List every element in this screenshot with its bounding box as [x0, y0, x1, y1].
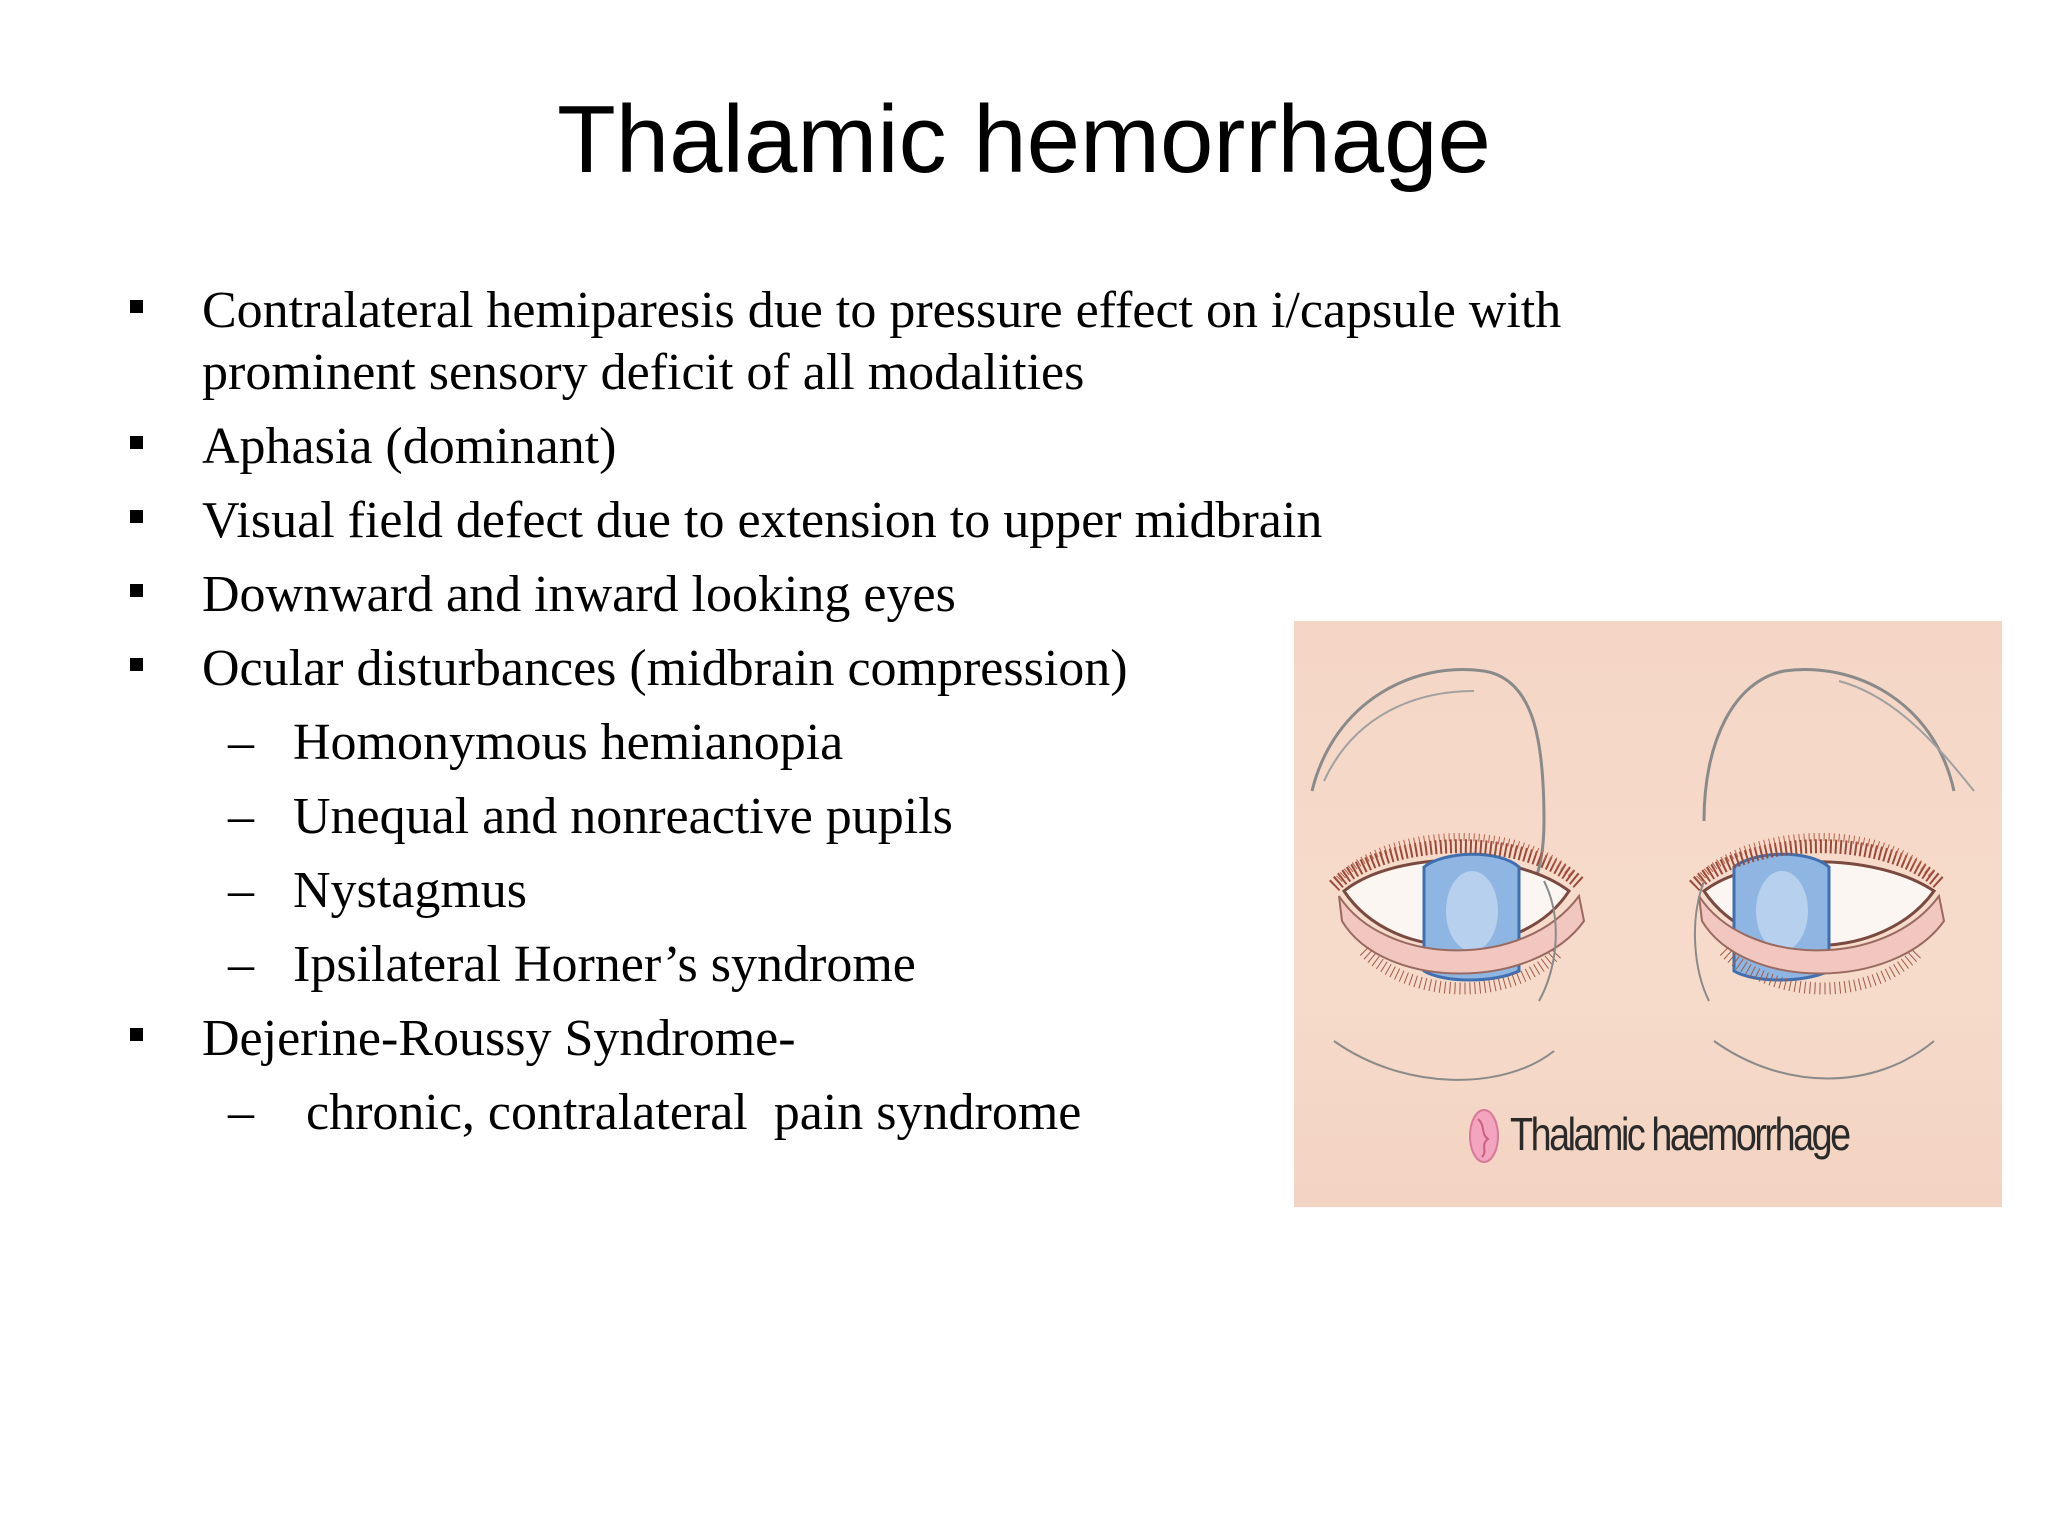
- bullet-item: [120, 490, 1760, 552]
- slide-title: Thalamic hemorrhage: [557, 86, 1491, 193]
- right-eye: [1694, 670, 1974, 1079]
- sub-bullet-text: Unequal and nonreactive pupils: [293, 788, 953, 845]
- dash-marker: –: [228, 788, 254, 845]
- bullet-text: Aphasia (dominant): [202, 418, 617, 475]
- square-bullet-icon: [130, 510, 143, 523]
- dash-marker: –: [228, 862, 254, 919]
- dash-marker: –: [228, 936, 254, 993]
- dash-marker: –: [228, 1084, 254, 1141]
- left-eye: [1312, 670, 1584, 1080]
- sub-bullet-text: chronic, contralateral pain syndrome: [293, 1084, 1082, 1141]
- square-bullet-icon: [130, 658, 143, 671]
- bullet-item: [120, 416, 1760, 478]
- dash-marker: –: [228, 714, 254, 771]
- brain-icon: [1470, 1110, 1498, 1162]
- figure-caption: Thalamic haemorrhage: [1510, 1108, 1849, 1160]
- bullet-item: [120, 564, 1760, 626]
- bullet-text: Dejerine-Roussy Syndrome-: [202, 1010, 796, 1067]
- bullet-text: Downward and inward looking eyes: [202, 566, 956, 623]
- square-bullet-icon: [130, 436, 143, 449]
- bullet-text: Visual field defect due to extension to upper midbrain: [202, 492, 1323, 549]
- sub-bullet-text: Ipsilateral Horner’s syndrome: [293, 936, 916, 993]
- square-bullet-icon: [130, 1028, 143, 1041]
- eyes-illustration: [1294, 621, 2002, 1207]
- bullet-text: Ocular disturbances (midbrain compression): [202, 640, 1128, 697]
- sub-bullet-text: Homonymous hemianopia: [293, 714, 844, 771]
- bullet-text: Contralateral hemiparesis due to pressure effect on i/capsule with prominent sensory deficit of all modalities: [202, 282, 1562, 401]
- sub-bullet-text: Nystagmus: [293, 862, 527, 919]
- square-bullet-icon: [130, 584, 143, 597]
- bullet-item: [120, 280, 1760, 404]
- square-bullet-icon: [130, 300, 143, 313]
